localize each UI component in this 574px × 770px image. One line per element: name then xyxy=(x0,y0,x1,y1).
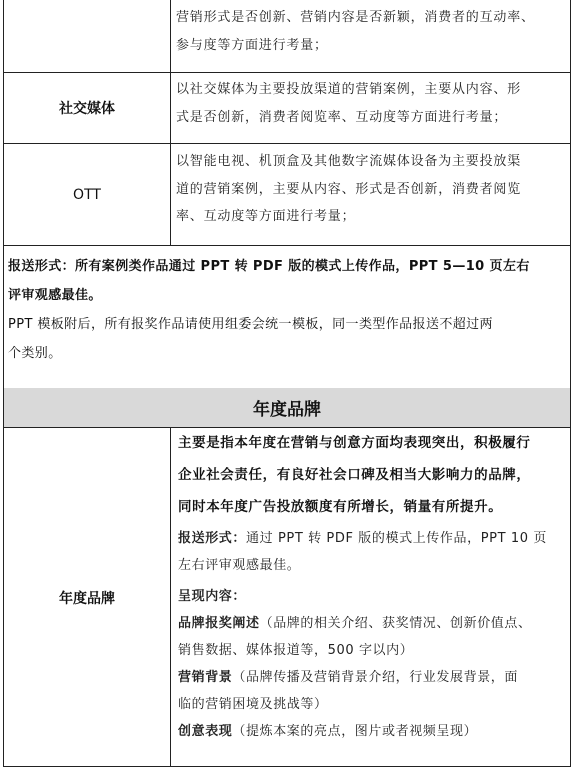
format-line xyxy=(178,525,568,552)
item-text: （品牌的相关介绍、获奖情况、创新价值点、 xyxy=(259,616,532,631)
row-label: OTT xyxy=(73,186,101,203)
item-text: （品牌传播及营销背景介绍，行业发展背景，面 xyxy=(232,670,519,685)
content-item xyxy=(178,718,568,745)
row-label: 社交媒体 xyxy=(59,101,115,117)
submission-line: PPT 模板附后，所有报奖作品请使用组委会统一模板，同一类型作品报送不超过两 xyxy=(8,317,493,332)
submission-line: 报送形式：所有案例类作品通过 PPT 转 PDF 版的模式上传作品，PPT 5—10 页左右 xyxy=(8,259,530,274)
desc-line: 以社交媒体为主要投放渠道的营销案例，主要从内容、形 xyxy=(176,82,522,97)
item-text-cont: 临的营销困境及挑战等） xyxy=(178,697,328,712)
desc-line: 率、互动度等方面进行考量； xyxy=(176,209,356,224)
submission-line: 个类别。 xyxy=(8,346,62,361)
format-label: 报送形式： xyxy=(178,531,247,546)
item-title: 创意表现 xyxy=(178,724,233,739)
format-text: 通过 PPT 转 PDF 版的模式上传作品，PPT 10 页 xyxy=(246,531,547,546)
submission-note xyxy=(8,252,568,368)
intro-line: 企业社会责任，有良好社会口碑及相当大影响力的品牌， xyxy=(178,467,531,483)
desc-line: 参与度等方面进行考量； xyxy=(176,37,328,53)
submission-line: 评审观感最佳。 xyxy=(8,288,102,303)
content-item xyxy=(178,664,568,691)
column-divider xyxy=(170,427,171,767)
content-item xyxy=(178,610,568,637)
item-text-cont: 销售数据、媒体报道等，500 字以内） xyxy=(178,643,414,658)
item-title: 品牌报奖阐述 xyxy=(178,616,260,631)
section-header: 年度品牌 xyxy=(4,388,570,427)
row-description xyxy=(176,148,566,231)
content-label: 呈现内容： xyxy=(178,589,247,604)
row-description xyxy=(176,76,566,131)
section-description xyxy=(178,427,568,745)
column-divider xyxy=(170,0,171,245)
item-title: 营销背景 xyxy=(178,670,233,685)
desc-line: 式是否创新，消费者阅览率、互动度等方面进行考量； xyxy=(176,109,508,125)
section-row-label: 年度品牌 xyxy=(59,590,115,607)
intro-line: 同时本年度广告投放额度有所增长，销量有所提升。 xyxy=(178,499,503,515)
intro-line: 主要是指本年度在营销与创意方面均表现突出，积极履行 xyxy=(178,435,531,451)
desc-line: 营销形式是否创新、营销内容是否新颖，消费者的互动率、 xyxy=(176,10,535,25)
desc-line: 道的营销案例，主要从内容、形式是否创新，消费者阅览 xyxy=(176,181,522,197)
desc-line: 以智能电视、机顶盒及其他数字流媒体设备为主要投放渠 xyxy=(176,154,522,169)
item-text: （提炼本案的亮点，图片或者视频呈现） xyxy=(232,724,478,739)
format-text-cont: 左右评审观感最佳。 xyxy=(178,558,301,573)
row-description xyxy=(176,4,566,59)
row-divider xyxy=(3,245,571,246)
